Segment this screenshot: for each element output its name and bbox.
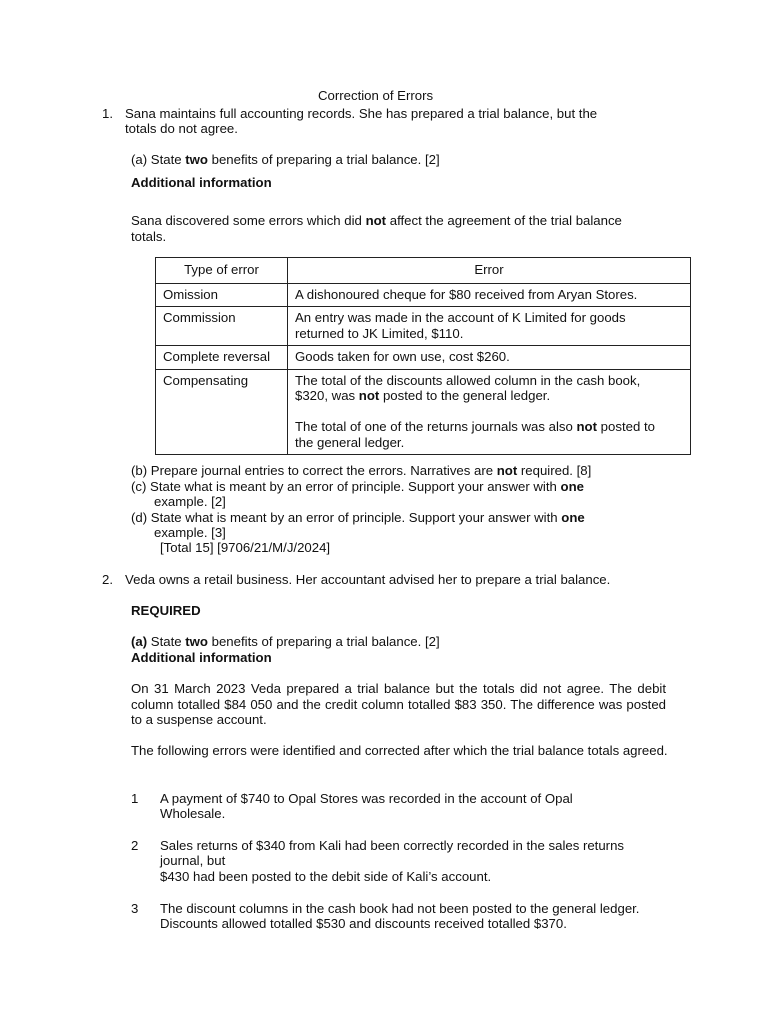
q2-paragraph-1: On 31 March 2023 Veda prepared a trial balance but the totals did not agree. The debit column totalled $84 050 and the credit column totalled $83 350. The difference was posted to a suspense account.	[131, 681, 666, 727]
q2-error-2-number: 2	[131, 838, 139, 853]
q1-stem-line1: Sana maintains full accounting records. She has prepared a trial balance, but the	[125, 106, 598, 121]
q2-error-1-line2: Wholesale.	[160, 806, 226, 821]
q1-stem-line2: totals do not agree.	[125, 121, 238, 136]
cell-type: Complete reversal	[156, 346, 288, 370]
q1-part-c-line2: example. [2]	[154, 494, 226, 509]
q2-error-3-line2: Discounts allowed totalled $530 and discounts received totalled $370.	[160, 916, 567, 931]
cell-type: Compensating	[156, 369, 288, 455]
q2-stem: Veda owns a retail business. Her accountant advised her to prepare a trial balance.	[125, 572, 611, 587]
table-row	[156, 307, 691, 346]
q1-additional-info-heading: Additional information	[131, 175, 272, 190]
cell-error: A dishonoured cheque for $80 received from Aryan Stores.	[288, 283, 691, 307]
q2-number: 2.	[102, 572, 113, 587]
cell-error: Goods taken for own use, cost $260.	[288, 346, 691, 370]
table-row	[156, 283, 691, 307]
q2-error-1-line1: A payment of $740 to Opal Stores was recorded in the account of Opal	[160, 791, 573, 806]
cell-error: The total of the discounts allowed column in the cash book, $320, was not posted to the general ledger. The total of one of the returns journals was also not posted to the general ledger.	[288, 369, 691, 455]
q1-part-c-line1: (c) State what is meant by an error of principle. Support your answer with one	[131, 479, 584, 494]
q1-number: 1.	[102, 106, 113, 121]
q2-error-1-number: 1	[131, 791, 139, 806]
q2-error-3-number: 3	[131, 901, 139, 916]
q2-paragraph-2: The following errors were identified and corrected after which the trial balance totals agreed.	[131, 743, 668, 758]
header-type-of-error: Type of error	[156, 258, 288, 284]
errors-table	[155, 257, 691, 455]
q1-part-d-line1: (d) State what is meant by an error of principle. Support your answer with one	[131, 510, 585, 525]
q2-error-2-line3: $430 had been posted to the debit side of Kali’s account.	[160, 869, 492, 884]
q1-discovery-line1: Sana discovered some errors which did not affect the agreement of the trial balance	[131, 213, 622, 228]
table-header-row	[156, 258, 691, 284]
q1-part-b: (b) Prepare journal entries to correct the errors. Narratives are not required. [8]	[131, 463, 592, 478]
cell-error: An entry was made in the account of K Limited for goods returned to JK Limited, $110.	[288, 307, 691, 346]
q2-error-2-line1: Sales returns of $340 from Kali had been correctly recorded in the sales returns	[160, 838, 625, 853]
q2-additional-info-heading: Additional information	[131, 650, 272, 665]
q2-error-2-line2: journal, but	[160, 853, 226, 868]
cell-type: Commission	[156, 307, 288, 346]
q2-error-3-line1: The discount columns in the cash book had not been posted to the general ledger.	[160, 901, 640, 916]
q1-discovery-line2: totals.	[131, 229, 167, 244]
cell-type: Omission	[156, 283, 288, 307]
page-title: Correction of Errors	[318, 88, 434, 103]
q2-required-heading: REQUIRED	[131, 603, 201, 618]
table-row	[156, 346, 691, 370]
q1-total: [Total 15] [9706/21/M/J/2024]	[160, 540, 331, 555]
q1-part-a: (a) State two benefits of preparing a trial balance. [2]	[131, 152, 440, 167]
header-error: Error	[288, 258, 691, 284]
q2-part-a: (a) State two benefits of preparing a trial balance. [2]	[131, 634, 440, 649]
q1-part-d-line2: example. [3]	[154, 525, 226, 540]
table-row	[156, 369, 691, 455]
